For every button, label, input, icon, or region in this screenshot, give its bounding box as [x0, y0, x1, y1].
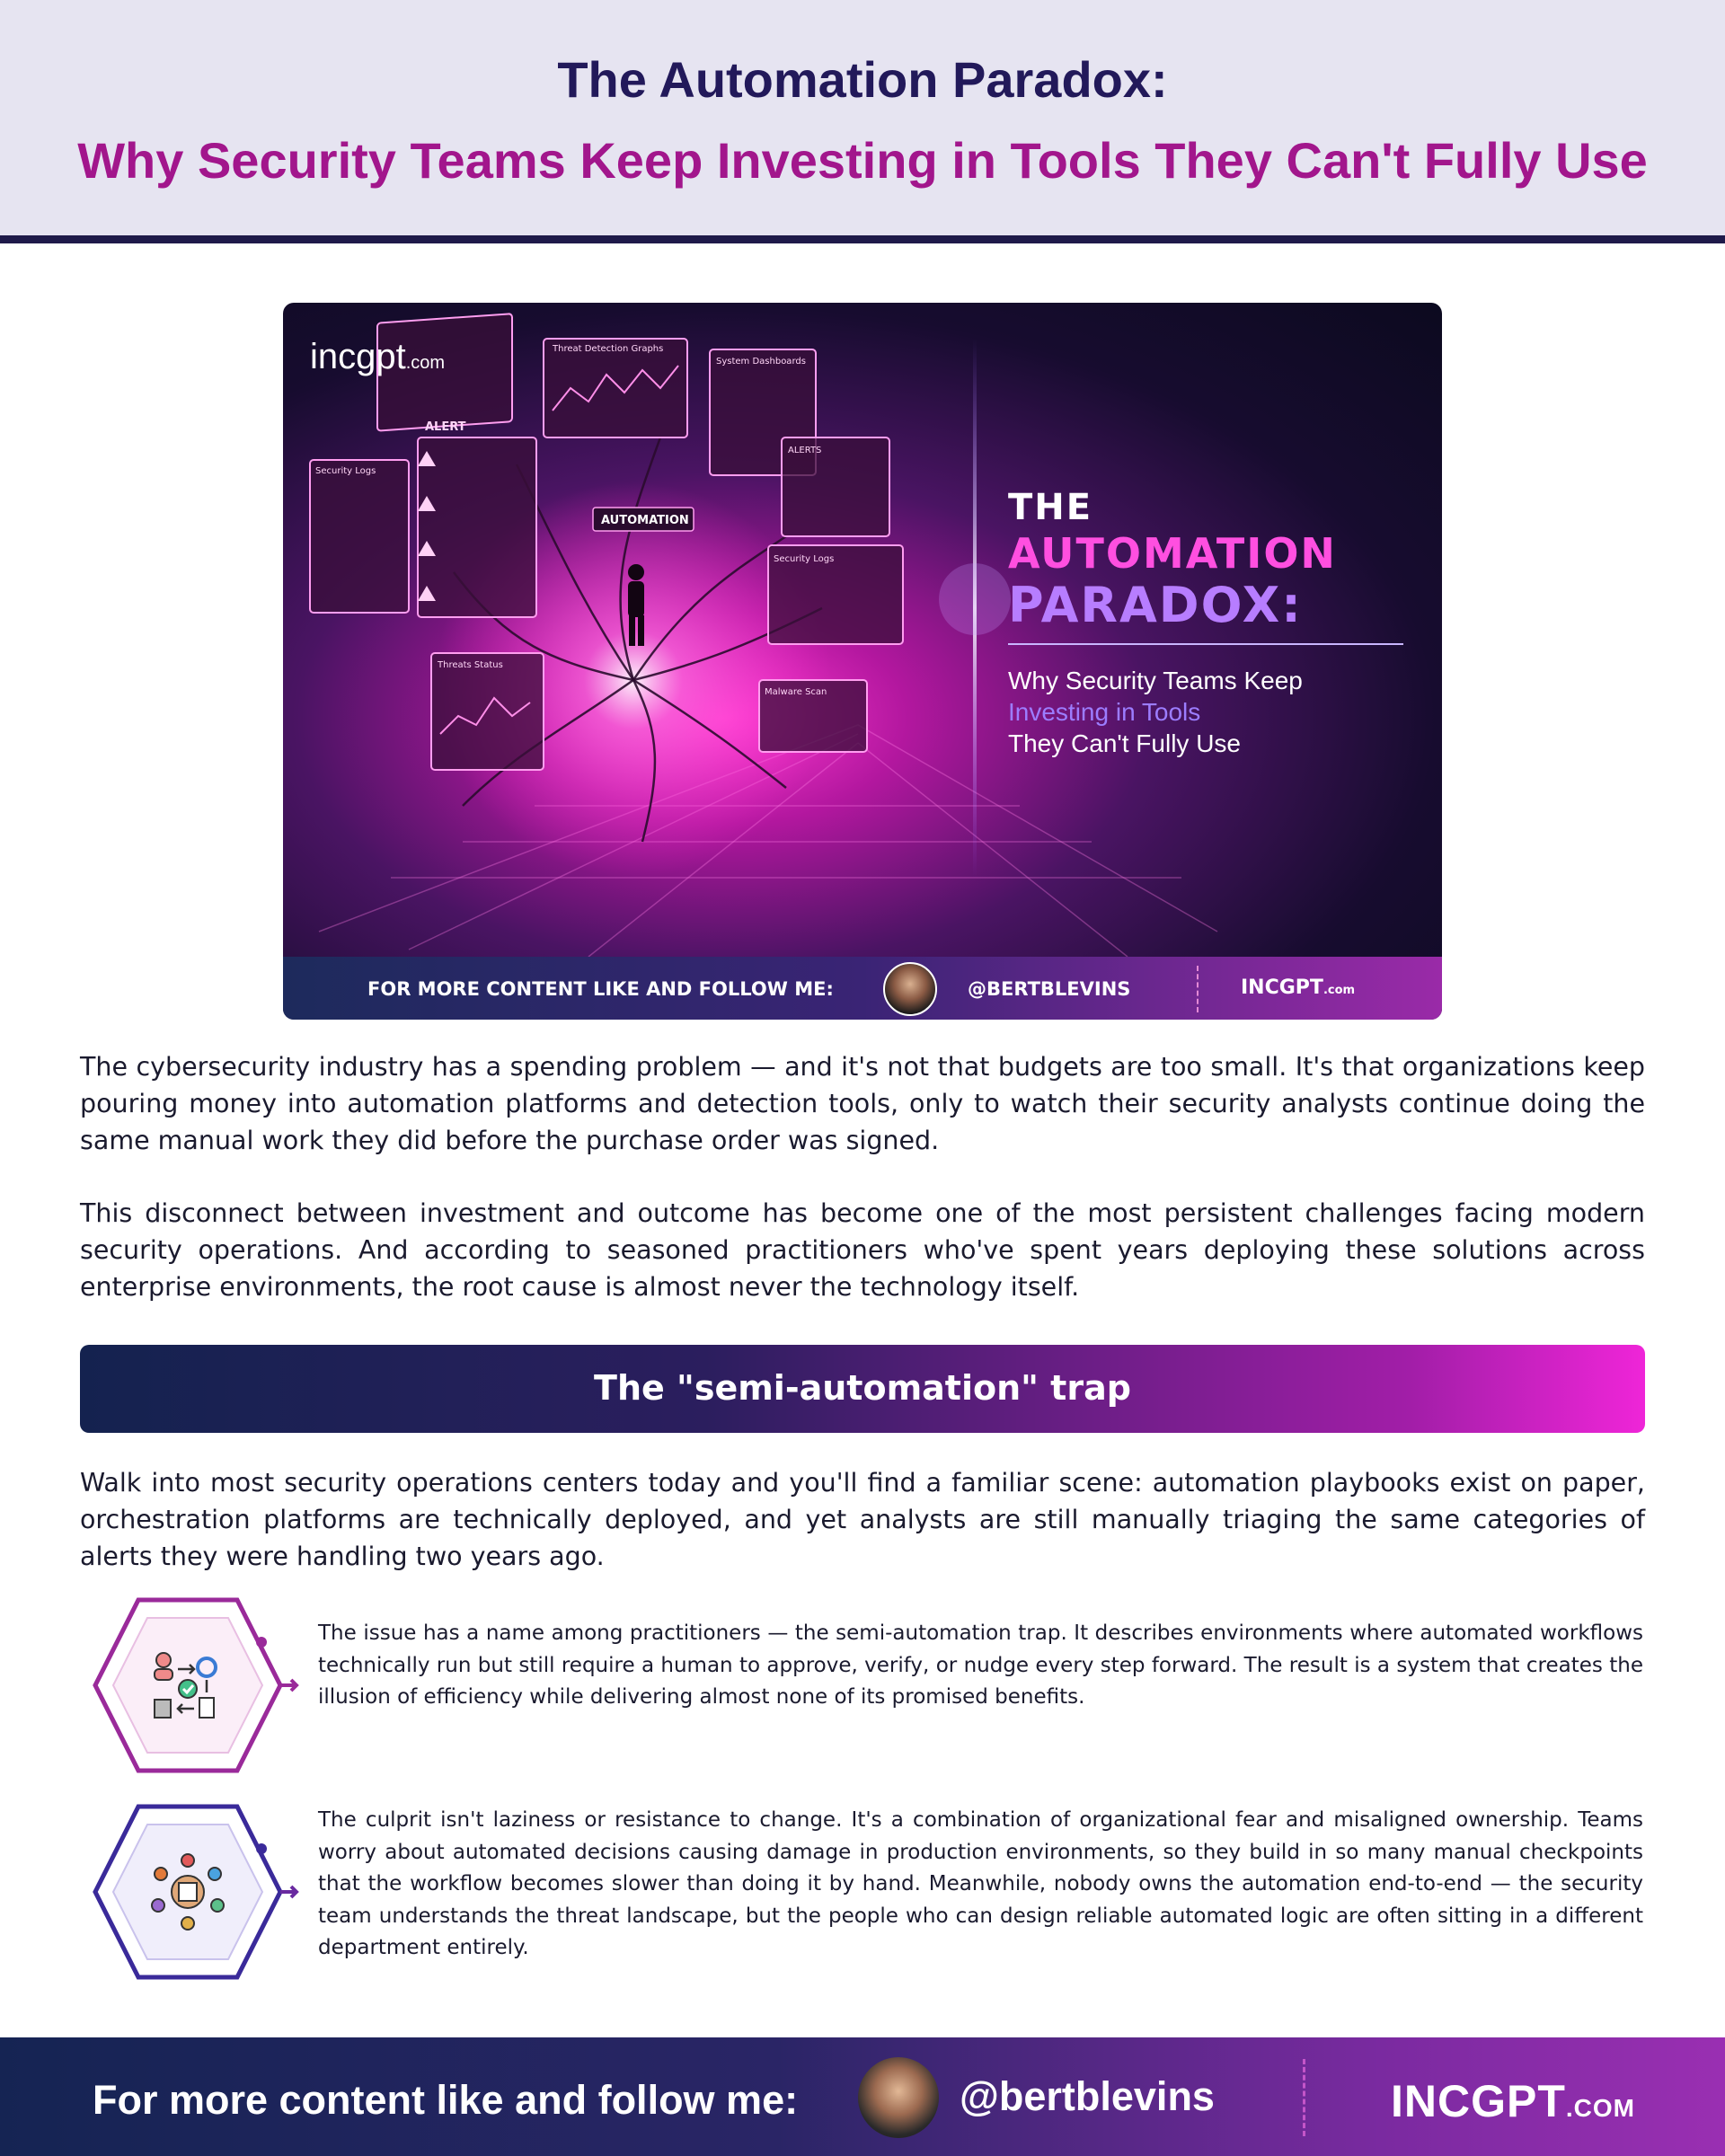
- alerts-label: ALERTS: [788, 446, 822, 455]
- footer-brand-logo[interactable]: INCGPT.COM: [1391, 2076, 1636, 2126]
- culprit-description: The culprit isn't laziness or resistance to change. It's a combination of organizational fear and misaligned ownership. Teams worry about automated decisions causing damage in production environments, so they build in so many manual checkpoints that the workflow becomes slower than doing it by hand. Meanwhile, nobody owns the automation end-to-end — the security team understands the threat landscape, but the people who can design reliable automated logic are often sitting in a different department entirely.: [318, 1808, 1643, 1959]
- section-title: The "semi-automation" trap: [594, 1368, 1131, 1408]
- hero-follow-text: FOR MORE CONTENT LIKE AND FOLLOW ME:: [367, 978, 834, 1000]
- intro-paragraph: The cybersecurity industry has a spending problem — and it's not that budgets are too small. It's that organizations keep pouring money into automation platforms and detection tools, only to watch their security analysts continue doing the same manual work they did before the purchase order was signed.: [80, 1052, 1645, 1155]
- hero-logo: incgpt.com: [310, 337, 446, 376]
- avatar: [858, 2057, 939, 2138]
- footer-divider: [1303, 2059, 1305, 2136]
- hero-subtitle-3: They Can't Fully Use: [1008, 729, 1241, 757]
- hero-bar-divider: [1197, 966, 1199, 1012]
- hero-banner-image: [283, 303, 1442, 1020]
- team-collaboration-icon: [75, 1802, 300, 1982]
- hero-divider: [1008, 643, 1403, 645]
- avatar: [883, 962, 937, 1016]
- hero-follow-bar: [283, 957, 1442, 1020]
- section-header: [80, 1345, 1645, 1433]
- automation-tag: AUTOMATION: [601, 514, 689, 527]
- hero-subtitle-1: Why Security Teams Keep: [1008, 667, 1303, 694]
- header-divider: [0, 235, 1725, 243]
- security-logs-label: Security Logs: [315, 466, 376, 476]
- footer-handle-link[interactable]: @bertblevins: [960, 2073, 1215, 2119]
- hero-brand: INCGPT.com: [1241, 976, 1356, 999]
- footer-bar: [0, 2037, 1725, 2156]
- page-subtitle: Why Security Teams Keep Investing in Tools They Can't Fully Use: [77, 132, 1648, 189]
- workflow-automation-icon: [75, 1595, 300, 1775]
- semi-automation-description: The issue has a name among practitioners — the semi-automation trap. It describes environments where automated workflows technically run but still require a human to approve, verify, or nudge every step forward. The result is a system that creates the illusion of efficiency while delivering almost none of its promised benefits.: [318, 1621, 1643, 1709]
- hero-handle[interactable]: @BERTBLEVINS: [968, 978, 1131, 1000]
- hero-headline-3: PARADOX:: [1008, 577, 1303, 633]
- threat-graph-label: Threat Detection Graphs: [553, 344, 664, 354]
- section-paragraph: Walk into most security operations centers today and you'll find a familiar scene: automation playbooks exist on paper, orchestration platforms are technically deployed, and yet analysts are still manually triaging the same categories of alerts they were handling two years ago.: [80, 1468, 1645, 1571]
- threats-status-label: Threats Status: [438, 660, 503, 670]
- dashboards-label: System Dashboards: [716, 357, 806, 367]
- alert-label: ALERT: [425, 420, 466, 434]
- page-header: [0, 0, 1725, 235]
- second-paragraph: This disconnect between investment and outcome has become one of the most persistent challenges facing modern security operations. And according to seasoned practitioners who've spent years deploying these solutions across enterprise environments, the root cause is almost never the technology itself.: [80, 1198, 1645, 1302]
- footer-follow-text: For more content like and follow me:: [93, 2077, 799, 2123]
- page-title: The Automation Paradox:: [557, 51, 1168, 108]
- hero-headline-2: AUTOMATION: [1008, 529, 1337, 578]
- hero-subtitle-2: Investing in Tools: [1008, 698, 1201, 726]
- security-logs-label-2: Security Logs: [774, 554, 835, 564]
- hero-headline-1: THE: [1008, 487, 1093, 528]
- malware-label: Malware Scan: [765, 687, 827, 697]
